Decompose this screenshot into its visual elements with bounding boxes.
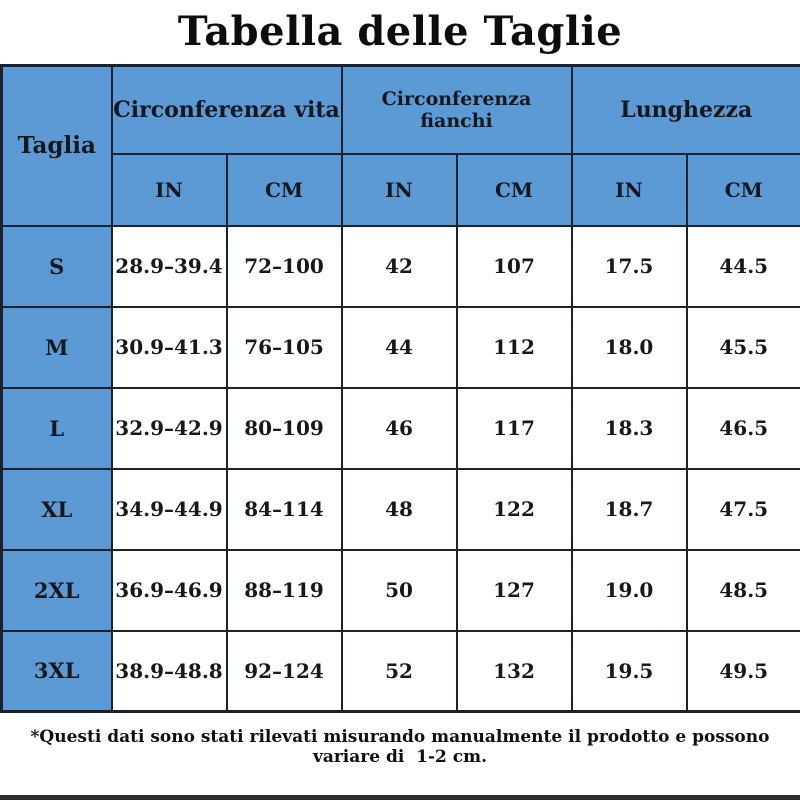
- fianchi-in-value: 46: [342, 388, 457, 469]
- vita-in-value: 36.9–46.9: [112, 550, 227, 631]
- table-row-2xl: [2, 550, 800, 631]
- lunghezza-in-value: 18.0: [572, 307, 687, 388]
- header-circonferenza-fianchi: Circonferenza fianchi: [342, 66, 572, 154]
- lunghezza-in-value: 19.0: [572, 550, 687, 631]
- header-lunghezza-in: IN: [572, 154, 687, 226]
- fianchi-cm-value: 132: [457, 631, 572, 712]
- size-label: L: [2, 388, 112, 469]
- fianchi-cm-value: 112: [457, 307, 572, 388]
- lunghezza-in-value: 17.5: [572, 226, 687, 307]
- bottom-edge-bar: [0, 795, 800, 800]
- fianchi-cm-value: 122: [457, 469, 572, 550]
- lunghezza-cm-value: 49.5: [687, 631, 800, 712]
- fianchi-in-value: 52: [342, 631, 457, 712]
- fianchi-in-value: 48: [342, 469, 457, 550]
- size-label: M: [2, 307, 112, 388]
- vita-in-value: 28.9–39.4: [112, 226, 227, 307]
- header-taglia: Taglia: [2, 66, 112, 226]
- fianchi-in-value: 44: [342, 307, 457, 388]
- vita-in-value: 32.9–42.9: [112, 388, 227, 469]
- vita-cm-value: 80–109: [227, 388, 342, 469]
- page-title: Tabella delle Taglie: [177, 8, 623, 55]
- vita-cm-value: 88–119: [227, 550, 342, 631]
- vita-in-value: 34.9–44.9: [112, 469, 227, 550]
- size-label: 3XL: [2, 631, 112, 712]
- header-circonferenza-vita: Circonferenza vita: [112, 66, 342, 154]
- fianchi-cm-value: 117: [457, 388, 572, 469]
- lunghezza-in-value: 18.7: [572, 469, 687, 550]
- vita-cm-value: 76–105: [227, 307, 342, 388]
- header-unit-row: [2, 154, 800, 226]
- lunghezza-cm-value: 46.5: [687, 388, 800, 469]
- lunghezza-cm-value: 44.5: [687, 226, 800, 307]
- vita-in-value: 38.9–48.8: [112, 631, 227, 712]
- table-row-s: [2, 226, 800, 307]
- vita-in-value: 30.9–41.3: [112, 307, 227, 388]
- lunghezza-cm-value: 47.5: [687, 469, 800, 550]
- lunghezza-in-value: 19.5: [572, 631, 687, 712]
- size-label: XL: [2, 469, 112, 550]
- lunghezza-cm-value: 45.5: [687, 307, 800, 388]
- header-fianchi-cm: CM: [457, 154, 572, 226]
- header-vita-cm: CM: [227, 154, 342, 226]
- size-table: [0, 64, 800, 713]
- header-lunghezza-cm: CM: [687, 154, 800, 226]
- table-row-m: [2, 307, 800, 388]
- vita-cm-value: 72–100: [227, 226, 342, 307]
- vita-cm-value: 84–114: [227, 469, 342, 550]
- table-row-xl: [2, 469, 800, 550]
- size-label: 2XL: [2, 550, 112, 631]
- fianchi-in-value: 50: [342, 550, 457, 631]
- fianchi-cm-value: 107: [457, 226, 572, 307]
- size-label: S: [2, 226, 112, 307]
- header-lunghezza: Lunghezza: [572, 66, 800, 154]
- lunghezza-cm-value: 48.5: [687, 550, 800, 631]
- vita-cm-value: 92–124: [227, 631, 342, 712]
- fianchi-in-value: 42: [342, 226, 457, 307]
- header-group-row: [2, 66, 800, 154]
- table-row-3xl: [2, 631, 800, 712]
- table-row-l: [2, 388, 800, 469]
- header-fianchi-in: IN: [342, 154, 457, 226]
- footnote: *Questi dati sono stati rilevati misurando manualmente il prodotto e possono variare di 1-2 cm.: [30, 727, 776, 767]
- lunghezza-in-value: 18.3: [572, 388, 687, 469]
- header-vita-in: IN: [112, 154, 227, 226]
- fianchi-cm-value: 127: [457, 550, 572, 631]
